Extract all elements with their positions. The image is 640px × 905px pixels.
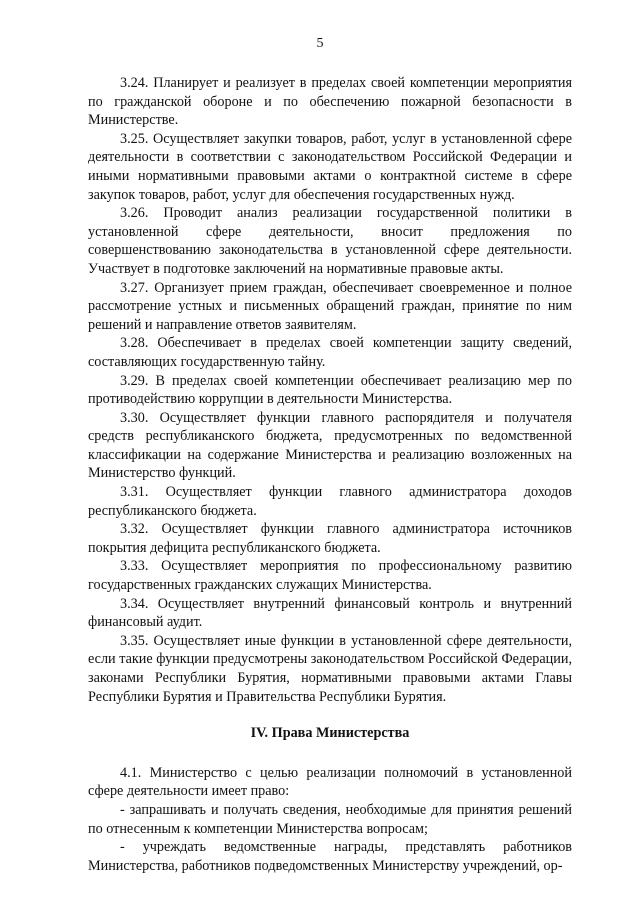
clause-3-35: 3.35. Осуществляет иные функции в установленной сфере деятельности, если такие функции предусмотрены законодательством Российской Федерации, законами Республики Бурятия, нормативными правовыми актами Главы Республики Бурятия и Правительства Республики Бурятия. <box>88 632 572 705</box>
document-body <box>88 74 572 875</box>
clause-3-31: 3.31. Осуществляет функции главного администратора доходов республиканского бюджета. <box>88 484 572 519</box>
clause-3-30: 3.30. Осуществляет функции главного распорядителя и получателя средств республиканского бюджета, предусмотренных по ведомственной классификации на содержание Министерства и реализацию возложенных на Министерство функций. <box>88 409 572 482</box>
clause-3-24: 3.24. Планирует и реализует в пределах своей компетенции мероприятия по гражданской обороне и по обеспечению пожарной безопасности в Министерстве. <box>88 75 572 129</box>
clause-3-27: 3.27. Организует прием граждан, обеспечивает своевременное и полное рассмотрение устных и письменных обращений граждан, принятие по ним решений и направление ответов заявителям. <box>88 279 572 333</box>
clause-3-26: 3.26. Проводит анализ реализации государственной политики в установленной сфере деятельности, вносит предложения по совершенствованию законодательства в установленной сфере деятельности. Участвует в подготовке заключений на нормативные правовые акты. <box>88 205 572 277</box>
right-item-request-info: - запрашивать и получать сведения, необходимые для принятия решений по отнесенным к компетенции Министерства вопросам; <box>88 801 572 837</box>
clause-3-32: 3.32. Осуществляет функции главного администратора источников покрытия дефицита республиканского бюджета. <box>88 521 572 556</box>
clause-3-28: 3.28. Обеспечивает в пределах своей компетенции защиту сведений, составляющих государственную тайну. <box>88 335 572 370</box>
section-title: IV. Права Министерства <box>250 725 410 742</box>
right-item-establish-awards: - учреждать ведомственные награды, представлять работников Министерства, работников подведомственных Министерству учреждений, ор- <box>88 839 572 874</box>
clause-3-34: 3.34. Осуществляет внутренний финансовый контроль и внутренний финансовый аудит. <box>88 595 572 631</box>
clause-3-29: 3.29. В пределах своей компетенции обеспечивает реализацию мер по противодействию коррупции в деятельности Министерства. <box>88 372 572 408</box>
clause-3-33: 3.33. Осуществляет мероприятия по профессиональному развитию государственных гражданских служащих Министерства. <box>88 558 572 594</box>
clause-3-25: 3.25. Осуществляет закупки товаров, работ, услуг в установленной сфере деятельности в соответствии с законодательством Российской Федерации и иными нормативными правовыми актами о контрактной системе в сфере закупок товаров, работ, услуг для обеспечения государственных нужд. <box>88 130 572 203</box>
page-number: 5 <box>316 36 324 51</box>
clause-4-1: 4.1. Министерство с целью реализации полномочий в установленной сфере деятельности имеет право: <box>88 764 572 800</box>
